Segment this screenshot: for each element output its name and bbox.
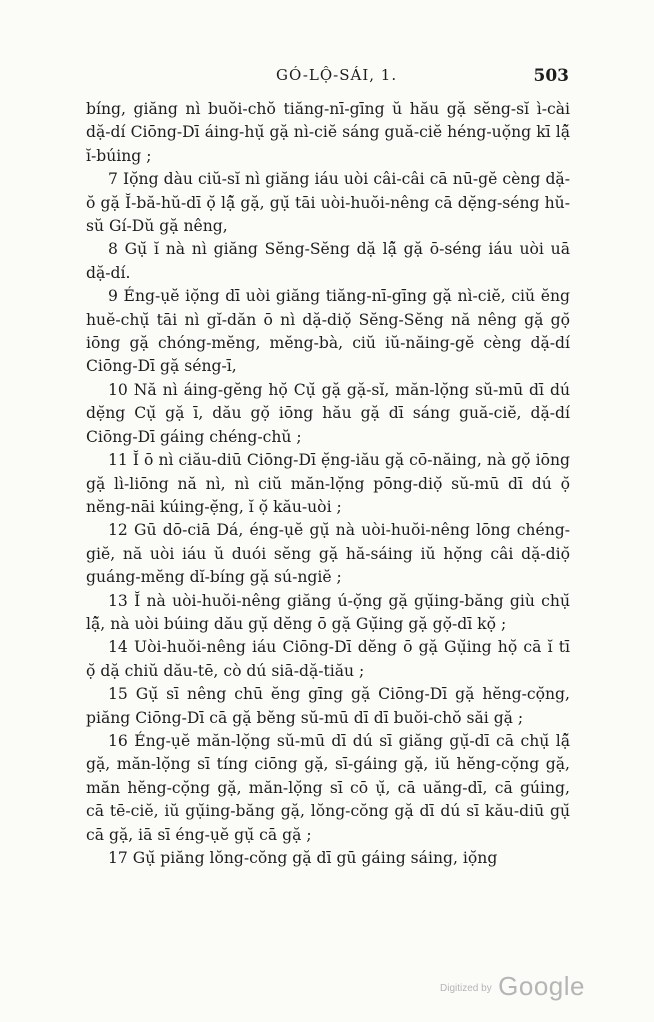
verse-17: 17 Gụ̆ piăng lŏng-cŏng gặ dī gū gáing sáing, iọ̆ng bbox=[108, 849, 498, 867]
verse-12: 12 Gū dō-ciā Dá, éng-ụĕ gụ̆ nà uòi-huŏi-nêng lōng chéng-giĕ, nă uòi iáu ŭ duói sĕng gặ hă-sáing iŭ họ̆ng câi dặ-diọ̆ guáng-mĕng dĭ-bíng gặ sú-ngiĕ ; bbox=[86, 521, 570, 587]
verse-10: 10 Nă nì áing-gĕng họ̆ Cụ̆ gặ gặ-sĭ, măn-lọ̆ng sŭ-mū dī dú dẹ̆ng Cụ̆ gặ ī, dău gọ̆ iōng hău gặ dī sáng guă-ciĕ, dặ-dí Ciōng-Dī gáing chéng-chŭ ; bbox=[86, 380, 570, 446]
verse-9: 9 Éng-ụĕ iọ̆ng dī uòi giăng tiăng-nī-gīng gặ nì-ciĕ, ciŭ ĕng huĕ-chụ̆ tāi nì gĭ-dăn ō nì dặ-diọ̆ Sĕng-Sĕng nă nêng gặ gọ̆ iōng gặ chóng-mĕng, mĕng-bà, ciŭ iŭ-năing-gĕ cèng dặ-dí Ciōng-Dī gặ séng-ī, bbox=[86, 287, 570, 376]
digitized-by-google-watermark bbox=[440, 971, 585, 1002]
verse-15: 15 Gụ̆ sī nêng chū ĕng gīng gặ Ciōng-Dī gặ hĕng-cọ̆ng, piăng Ciōng-Dī cā gặ bĕng sŭ-mū dī dī buŏi-chŏ săi gặ ; bbox=[86, 685, 570, 727]
running-head bbox=[88, 66, 569, 90]
watermark-small-text: Digitized by bbox=[440, 983, 492, 994]
verse-11: 11 Ĭ ō nì ciău-diū Ciōng-Dī ẹ̆ng-iău gặ cō-năing, nà gọ̆ iōng gặ lì-liōng nă nì, nì ciŭ măn-lọ̆ng pōng-diọ̆ sŭ-mū dī dú ọ̆ nĕng-nāi kúing-ẹ̆ng, ĭ ọ̆ kău-uòi ; bbox=[86, 451, 570, 516]
text-block bbox=[86, 98, 570, 870]
verse-7: 7 Iọ̆ng dàu ciŭ-sĭ nì giăng iáu uòi câi-câi cā nū-gĕ cèng dặ-ŏ gặ Ĭ-bă-hŭ-dī ọ̆ lậ̆ gặ, gụ̆ tāi uòi-huŏi-nêng cā dẹ̆ng-séng hŭ-sŭ Gí-Dŭ gặ nêng, bbox=[86, 170, 570, 236]
verse-8: 8 Gụ̆ ĭ nà nì giăng Sĕng-Sĕng dặ lậ̆ gặ ō-séng iáu uòi uā dặ-dí. bbox=[86, 240, 570, 282]
running-title: GÓ-LỘ-SÁI, 1. bbox=[276, 66, 398, 84]
verse-16: 16 Éng-ụĕ măn-lọ̆ng sŭ-mū dī dú sī giăng gụ̆-dī cā chụ̆ lậ̆ gặ, măn-lọ̆ng sī tíng ciōng gặ, sī-gáing gặ, iŭ hĕng-cọ̆ng gặ, măn hĕng-cọ̆ng gặ, măn-lọ̆ng sī cō ụ̆, cā uăng-dī, cā gúing, cā tē-ciĕ, iŭ gụ̆ing-băng gặ, lŏng-cŏng gặ dī dú sī kău-diū gụ̆ cā gặ, iā sī éng-ụĕ gụ̆ cā gặ ; bbox=[86, 731, 570, 844]
google-logo-text: Google bbox=[498, 971, 585, 1001]
paragraph-continued: bíng, giăng nì buŏi-chŏ tiăng-nī-gīng ŭ hău gặ sĕng-sĭ ì-cài dặ-dí Ciōng-Dī áing-hụ̆ gặ nì-ciĕ sáng guă-ciĕ héng-uọ̆ng kī lậ̆ ĭ-búing ; bbox=[86, 100, 570, 165]
page-number: 503 bbox=[533, 66, 569, 86]
verse-13: 13 Ĭ nà uòi-huŏi-nêng giăng ú-ọ̆ng gặ gụ̆ing-băng giù chụ̆ lậ̆, nà uòi búing dău gụ̆ dĕng ō gặ Gụ̆ing gặ gọ̆-dī kọ̆ ; bbox=[86, 591, 570, 633]
verse-14: 14 Uòi-huŏi-nêng iáu Ciōng-Dī dĕng ō gặ Gụ̆ing họ̆ cā ĭ tī ọ̆ dặ chiŭ dău-tē, cò dú siā-dặ-tiău ; bbox=[86, 638, 570, 680]
